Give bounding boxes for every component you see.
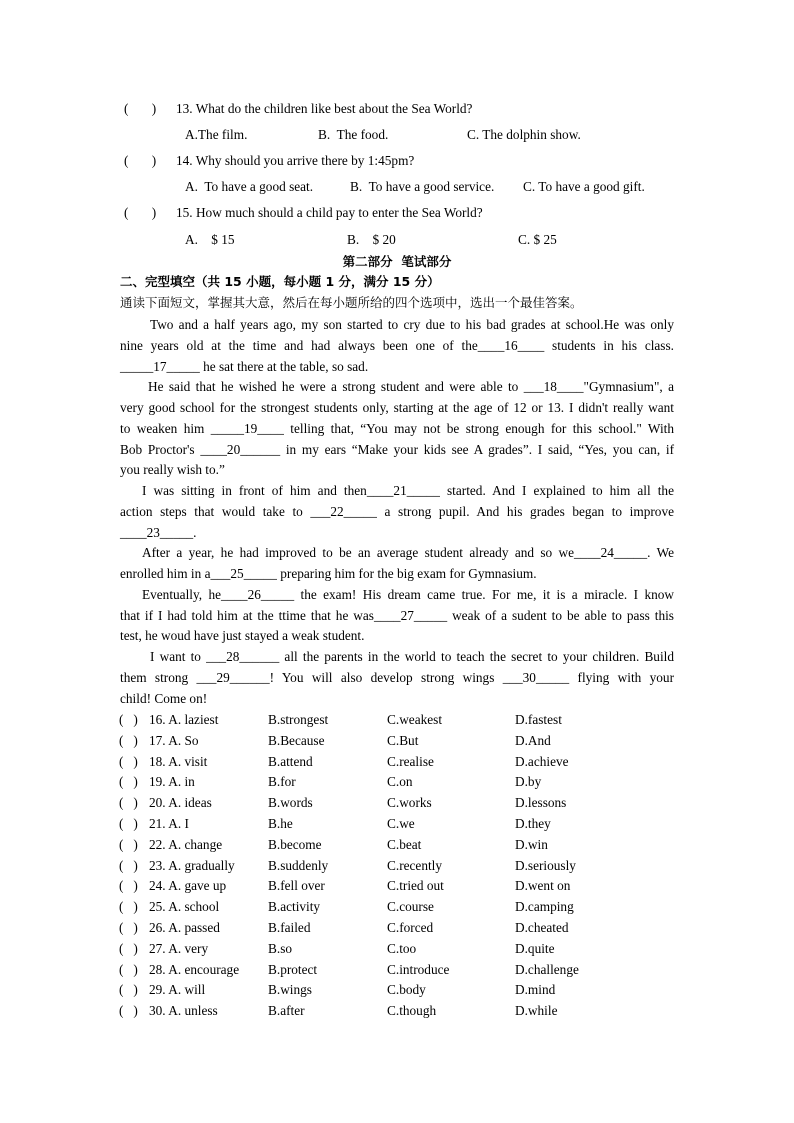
- option-c: C.realise: [387, 754, 434, 769]
- answer-bracket: ( ): [119, 837, 138, 852]
- section-title: 二、完型填空（共 15 小题，每小题 1 分，满分 15 分）: [120, 274, 440, 289]
- option-d: D.win: [515, 837, 548, 852]
- answer-bracket: ( ): [119, 982, 138, 997]
- option-d: D.quite: [515, 941, 555, 956]
- option-a: 28. A. encourage: [149, 962, 240, 977]
- answer-bracket: ( ): [119, 1003, 138, 1018]
- option-d: D.by: [515, 774, 542, 789]
- option-c: C.works: [387, 795, 432, 810]
- passage-line: ____23_____.: [120, 525, 197, 540]
- passage-line: them strong ___29______! You will also develop strong wings ___30_____ flying with your: [120, 670, 674, 685]
- option-a: 26. A. passed: [149, 920, 220, 935]
- option-c: C.tried out: [387, 878, 444, 893]
- option-d: D.fastest: [515, 712, 562, 727]
- option-b: B.strongest: [268, 712, 329, 727]
- option-c: C.we: [387, 816, 415, 831]
- option-c: C.But: [387, 733, 419, 748]
- answer-bracket: ( ): [119, 774, 138, 789]
- option-a: A. To have a good seat.: [185, 179, 314, 194]
- option-a: 25. A. school: [149, 899, 220, 914]
- option-b: B. $ 20: [347, 232, 396, 247]
- passage-line: child! Come on!: [120, 691, 208, 706]
- option-d: D.while: [515, 1003, 558, 1018]
- option-d: D.And: [515, 733, 551, 748]
- instructions: 通读下面短文，掌握其大意，然后在每小题所给的四个选项中，选出一个最佳答案。: [120, 295, 583, 310]
- passage-line: you really wish to.”: [120, 462, 225, 477]
- answer-bracket: ( ): [119, 816, 138, 831]
- option-b: B.fell over: [268, 878, 325, 893]
- option-b: B.protect: [268, 962, 318, 977]
- option-c: C.on: [387, 774, 413, 789]
- answer-bracket: ( ): [124, 153, 157, 168]
- option-d: D.went on: [515, 878, 571, 893]
- answer-bracket: ( ): [119, 920, 138, 935]
- passage-line: After a year, he had improved to be an average student already and so we____24_____. We: [142, 545, 674, 560]
- question-text: 14. Why should you arrive there by 1:45pm?: [176, 153, 415, 168]
- option-a: 19. A. in: [149, 774, 195, 789]
- option-a: 18. A. visit: [149, 754, 208, 769]
- option-a: 30. A. unless: [149, 1003, 218, 1018]
- option-d: D.seriously: [515, 858, 576, 873]
- option-b: B.words: [268, 795, 313, 810]
- answer-bracket: ( ): [119, 858, 138, 873]
- option-c: C.introduce: [387, 962, 450, 977]
- answer-bracket: ( ): [124, 101, 157, 116]
- passage-line: nine years old at the time and had always been one of the____16____ students in his class.: [120, 338, 674, 353]
- option-b: B.for: [268, 774, 296, 789]
- option-b: B.he: [268, 816, 293, 831]
- option-a: 23. A. gradually: [149, 858, 235, 873]
- option-b: B.so: [268, 941, 293, 956]
- option-b: B.Because: [268, 733, 325, 748]
- passage-line: action steps that would take to ___22_____ a strong pupil. And his grades began to improve: [120, 504, 674, 519]
- option-c: C.forced: [387, 920, 434, 935]
- option-a: 21. A. I: [149, 816, 189, 831]
- answer-bracket: ( ): [124, 205, 157, 220]
- question-text: 15. How much should a child pay to enter the Sea World?: [176, 205, 483, 220]
- option-d: D.challenge: [515, 962, 579, 977]
- passage-line: test, he woud have just stayed a weak student.: [120, 628, 365, 643]
- answer-bracket: ( ): [119, 878, 138, 893]
- option-c: C.beat: [387, 837, 422, 852]
- answer-bracket: ( ): [119, 795, 138, 810]
- passage-line: enrolled him in a___25_____ preparing him for the big exam for Gymnasium.: [120, 566, 537, 581]
- option-c: C.though: [387, 1003, 437, 1018]
- passage-line: I want to ___28______ all the parents in the world to teach the secret to your children. Build: [150, 649, 674, 664]
- passage-line: to weaken him _____19____ telling that, “You may not be strong enough for this school." With: [120, 421, 674, 436]
- option-b: B.become: [268, 837, 322, 852]
- option-b: B.attend: [268, 754, 313, 769]
- passage-line: that if I had told him at the ttime that he was____27_____ weak of a sudent to be able to pass this: [120, 608, 674, 623]
- passage-line: _____17_____ he sat there at the table, so sad.: [120, 359, 369, 374]
- option-a: 29. A. will: [149, 982, 206, 997]
- option-b: B.after: [268, 1003, 305, 1018]
- option-a: A. $ 15: [185, 232, 235, 247]
- passage-line: very good school for the strongest students only, starting at the age of 12 or 13. I didn't really want: [120, 400, 674, 415]
- passage-line: I was sitting in front of him and then____21_____ started. And I explained to him all the: [142, 483, 674, 498]
- option-b: B.activity: [268, 899, 321, 914]
- option-c: C.recently: [387, 858, 443, 873]
- option-a: 22. A. change: [149, 837, 223, 852]
- option-a: 24. A. gave up: [149, 878, 227, 893]
- option-b: B. The food.: [318, 127, 389, 142]
- option-c: C. The dolphin show.: [467, 127, 581, 142]
- option-d: D.cheated: [515, 920, 569, 935]
- option-b: B.failed: [268, 920, 311, 935]
- option-c: C.course: [387, 899, 434, 914]
- answer-bracket: ( ): [119, 941, 138, 956]
- answer-bracket: ( ): [119, 962, 138, 977]
- answer-bracket: ( ): [119, 733, 138, 748]
- passage-line: He said that he wished he were a strong student and were able to ___18____"Gymnasium", a: [148, 379, 674, 394]
- option-a: A.The film.: [185, 127, 248, 142]
- answer-bracket: ( ): [119, 754, 138, 769]
- option-a: 27. A. very: [149, 941, 209, 956]
- passage-line: Bob Proctor's ____20______ in my ears “Make your kids see A grades”. I said, “Yes, you can, if: [120, 442, 674, 457]
- passage-line: Two and a half years ago, my son started to cry due to his bad grades at school.He was only: [150, 317, 674, 332]
- option-d: D.they: [515, 816, 551, 831]
- option-a: 17. A. So: [149, 733, 199, 748]
- part-title: 第二部分 笔试部分: [342, 254, 452, 269]
- answer-bracket: ( ): [119, 712, 138, 727]
- option-b: B.suddenly: [268, 858, 329, 873]
- option-c: C.body: [387, 982, 426, 997]
- option-d: D.lessons: [515, 795, 567, 810]
- option-d: D.achieve: [515, 754, 569, 769]
- passage-line: Eventually, he____26_____ the exam! His dream came true. For me, it is a miracle. I know: [142, 587, 674, 602]
- option-b: B. To have a good service.: [350, 179, 495, 194]
- answer-bracket: ( ): [119, 899, 138, 914]
- question-text: 13. What do the children like best about the Sea World?: [176, 101, 473, 116]
- option-a: 16. A. laziest: [149, 712, 219, 727]
- option-c: C.too: [387, 941, 417, 956]
- option-b: B.wings: [268, 982, 312, 997]
- option-a: 20. A. ideas: [149, 795, 212, 810]
- option-c: C. To have a good gift.: [523, 179, 645, 194]
- option-d: D.camping: [515, 899, 574, 914]
- option-d: D.mind: [515, 982, 556, 997]
- option-c: C.weakest: [387, 712, 443, 727]
- option-c: C. $ 25: [518, 232, 557, 247]
